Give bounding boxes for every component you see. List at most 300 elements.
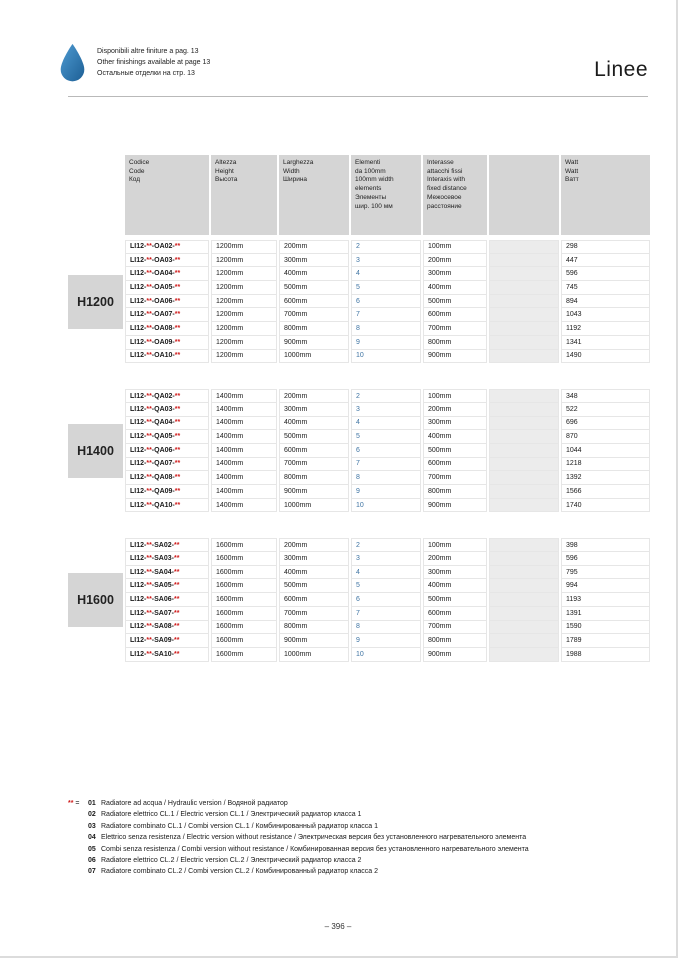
header-empty-cell: [68, 155, 123, 235]
code-text: LI12-: [130, 297, 147, 305]
code-star: **: [173, 595, 180, 603]
cell-width: 800mm: [279, 322, 349, 336]
cell-height: 1200mm: [211, 295, 277, 309]
cell-elements: 7: [351, 458, 421, 472]
code-text: -SA10-: [151, 650, 174, 658]
cell-watt: 1490: [561, 350, 650, 364]
group-label: H1200: [68, 275, 123, 329]
code-star: **: [174, 338, 181, 346]
code-text: LI12-: [130, 554, 147, 562]
cell-elements: 4: [351, 566, 421, 580]
version-footnotes: [68, 798, 628, 878]
cell-elements: 2: [351, 389, 421, 403]
cell-elements: 5: [351, 281, 421, 295]
header-line: расстояние: [427, 202, 462, 210]
code-star: **: [146, 256, 152, 264]
cell-height: 1400mm: [211, 499, 277, 513]
table-group-h1600: [68, 538, 650, 661]
footnote-line: [68, 821, 628, 832]
code-text: -SA07-: [151, 609, 174, 617]
code-star: **: [146, 446, 152, 454]
cell-watt: 696: [561, 417, 650, 431]
code-text: -SA04-: [151, 568, 174, 576]
cell-elements: 9: [351, 634, 421, 648]
cell-height: 1200mm: [211, 336, 277, 350]
code-star: **: [174, 446, 181, 454]
header-line: Код: [129, 176, 141, 184]
cell-spacer: [489, 350, 559, 364]
cell-width: 300mm: [279, 254, 349, 268]
cell-height: 1200mm: [211, 350, 277, 364]
code-star: **: [173, 554, 180, 562]
footnote-number: 03: [88, 822, 96, 830]
group-label-cell: [68, 538, 123, 661]
cell-interaxis: 100mm: [423, 389, 487, 403]
cell-interaxis: 700mm: [423, 471, 487, 485]
cell-code: [125, 471, 209, 485]
cell-interaxis: 600mm: [423, 607, 487, 621]
footnote-line: [68, 809, 628, 820]
code-star: **: [146, 501, 152, 509]
cell-height: 1600mm: [211, 538, 277, 552]
col-header-spacer: [489, 155, 559, 235]
cell-watt: 894: [561, 295, 650, 309]
cell-width: 900mm: [279, 485, 349, 499]
code-star: **: [146, 297, 152, 305]
cell-width: 500mm: [279, 579, 349, 593]
cell-width: 400mm: [279, 417, 349, 431]
code-text: -OA10-: [151, 352, 175, 360]
header-line: 100mm width: [355, 176, 394, 184]
cell-spacer: [489, 389, 559, 403]
page-number: – 396 –: [324, 922, 352, 931]
note-line-ru: Остальные отделки на стр. 13: [97, 70, 195, 77]
cell-interaxis: 400mm: [423, 579, 487, 593]
code-star: **: [173, 623, 180, 631]
code-text: -SA08-: [151, 623, 174, 631]
cell-elements: 3: [351, 403, 421, 417]
cell-interaxis: 500mm: [423, 295, 487, 309]
cell-width: 900mm: [279, 336, 349, 350]
code-star: **: [146, 637, 152, 645]
group-label: H1400: [68, 424, 123, 478]
header-line: Interaxis with: [427, 176, 465, 184]
footnote-prefix: [68, 798, 88, 809]
cell-interaxis: 900mm: [423, 648, 487, 662]
cell-height: 1600mm: [211, 566, 277, 580]
footnote-text: Radiatore combinato CL.2 / Combi version CL.2 / Комбинированный радиатор класса 2: [101, 868, 379, 876]
cell-watt: 1988: [561, 648, 650, 662]
cell-code: [125, 403, 209, 417]
header-line: fixed distance: [427, 185, 467, 193]
code-text: -QA04-: [151, 419, 175, 427]
cell-spacer: [489, 430, 559, 444]
cell-spacer: [489, 458, 559, 472]
finishings-note: [97, 46, 210, 79]
header-line: Watt: [565, 159, 579, 166]
cell-spacer: [489, 471, 559, 485]
cell-spacer: [489, 444, 559, 458]
footnote-text: Radiatore elettrico CL.1 / Electric version CL.1 / Электрический радиатор класса 1: [101, 811, 362, 819]
code-text: LI12-: [130, 256, 147, 264]
cell-elements: 6: [351, 295, 421, 309]
code-text: LI12-: [130, 419, 147, 427]
code-text: -OA05-: [151, 283, 175, 291]
code-star: **: [174, 297, 181, 305]
cell-elements: 6: [351, 444, 421, 458]
product-title: Linee: [594, 58, 648, 81]
code-star: **: [174, 460, 181, 468]
cell-watt: 1392: [561, 471, 650, 485]
code-text: -SA05-: [151, 582, 174, 590]
code-star: **: [146, 554, 152, 562]
cell-width: 400mm: [279, 267, 349, 281]
code-text: LI12-: [130, 568, 147, 576]
cell-watt: 298: [561, 240, 650, 254]
header-line: Высота: [215, 176, 238, 184]
code-text: LI12-: [130, 433, 147, 441]
footnote-number: 05: [88, 845, 96, 853]
code-star: **: [146, 582, 152, 590]
cell-interaxis: 300mm: [423, 267, 487, 281]
code-text: -QA08-: [151, 474, 175, 482]
code-star: **: [146, 487, 152, 495]
code-star: **: [174, 352, 181, 360]
code-text: LI12-: [130, 338, 147, 346]
cell-height: 1600mm: [211, 593, 277, 607]
header-line: attacchi fissi: [427, 167, 463, 175]
cell-height: 1200mm: [211, 281, 277, 295]
code-star: **: [174, 256, 181, 264]
header-line: da 100mm: [355, 167, 386, 175]
table-body: [68, 240, 650, 662]
code-star: **: [174, 243, 181, 251]
header-line: elements: [355, 185, 382, 193]
cell-spacer: [489, 566, 559, 580]
cell-elements: 2: [351, 538, 421, 552]
cell-elements: 6: [351, 593, 421, 607]
header-line: Ширина: [283, 176, 308, 184]
cell-watt: 870: [561, 430, 650, 444]
cell-width: 500mm: [279, 430, 349, 444]
cell-interaxis: 200mm: [423, 552, 487, 566]
cell-code: [125, 634, 209, 648]
cell-height: 1600mm: [211, 552, 277, 566]
cell-height: 1200mm: [211, 254, 277, 268]
code-text: LI12-: [130, 446, 147, 454]
cell-code: [125, 566, 209, 580]
code-star: **: [146, 338, 152, 346]
footnote-text: Combi senza resistenza / Combi version without resistance / Комбинированная версия без установленного нагревательного элемента: [101, 845, 529, 853]
cell-watt: 398: [561, 538, 650, 552]
col-header-watt: [561, 155, 650, 235]
cell-spacer: [489, 322, 559, 336]
code-text: LI12-: [130, 324, 147, 332]
cell-width: 600mm: [279, 593, 349, 607]
cell-width: 1000mm: [279, 499, 349, 513]
cell-elements: 4: [351, 267, 421, 281]
header-line: Ватт: [565, 176, 579, 184]
cell-code: [125, 579, 209, 593]
col-header-height: [211, 155, 277, 235]
code-text: LI12-: [130, 243, 147, 251]
cell-code: [125, 336, 209, 350]
code-star: **: [174, 270, 181, 278]
code-star: **: [173, 637, 180, 645]
cell-code: [125, 593, 209, 607]
header-line: Watt: [565, 167, 579, 175]
cell-spacer: [489, 267, 559, 281]
cell-spacer: [489, 295, 559, 309]
code-text: -OA06-: [151, 297, 175, 305]
code-text: LI12-: [130, 609, 147, 617]
code-text: LI12-: [130, 582, 147, 590]
cell-interaxis: 700mm: [423, 322, 487, 336]
code-star: **: [146, 541, 152, 549]
cell-spacer: [489, 648, 559, 662]
footnote-number: 04: [88, 834, 96, 842]
cell-interaxis: 300mm: [423, 566, 487, 580]
cell-code: [125, 485, 209, 499]
cell-height: 1200mm: [211, 267, 277, 281]
code-text: LI12-: [130, 460, 147, 468]
code-text: LI12-: [130, 311, 147, 319]
product-table: [68, 155, 650, 688]
cell-height: 1600mm: [211, 621, 277, 635]
cell-spacer: [489, 485, 559, 499]
code-star: **: [174, 392, 181, 400]
code-text: LI12-: [130, 474, 147, 482]
code-text: LI12-: [130, 637, 147, 645]
code-text: -QA09-: [151, 487, 175, 495]
code-text: -QA03-: [151, 405, 175, 413]
code-text: -OA07-: [151, 311, 175, 319]
cell-watt: 447: [561, 254, 650, 268]
cell-watt: 1043: [561, 308, 650, 322]
cell-watt: 596: [561, 552, 650, 566]
cell-code: [125, 417, 209, 431]
col-header-code: [125, 155, 209, 235]
code-star: **: [146, 568, 152, 576]
cell-height: 1600mm: [211, 579, 277, 593]
cell-watt: 1391: [561, 607, 650, 621]
header-line: Межосевое: [427, 193, 462, 201]
cell-width: 400mm: [279, 566, 349, 580]
cell-height: 1400mm: [211, 430, 277, 444]
cell-spacer: [489, 281, 559, 295]
cell-spacer: [489, 607, 559, 621]
group-label-cell: [68, 389, 123, 512]
footnote-text: Elettrico senza resistenza / Electric version without resistance / Электрическая версия без установленного нагревательного элемента: [101, 834, 527, 842]
code-text: LI12-: [130, 352, 147, 360]
code-text: LI12-: [130, 392, 147, 400]
cell-code: [125, 281, 209, 295]
code-star: **: [146, 324, 152, 332]
cell-interaxis: 100mm: [423, 538, 487, 552]
cell-watt: 994: [561, 579, 650, 593]
cell-width: 1000mm: [279, 648, 349, 662]
code-star: **: [146, 419, 152, 427]
cell-code: [125, 295, 209, 309]
cell-code: [125, 389, 209, 403]
cell-width: 500mm: [279, 281, 349, 295]
cell-interaxis: 800mm: [423, 336, 487, 350]
header-line: Altezza: [215, 159, 237, 166]
cell-spacer: [489, 621, 559, 635]
cell-width: 600mm: [279, 444, 349, 458]
cell-width: 200mm: [279, 389, 349, 403]
header-line: Code: [129, 167, 145, 175]
table-group-h1200: [68, 240, 650, 363]
code-text: LI12-: [130, 487, 147, 495]
cell-elements: 8: [351, 322, 421, 336]
code-text: LI12-: [130, 283, 147, 291]
code-text: -QA05-: [151, 433, 175, 441]
cell-code: [125, 499, 209, 513]
cell-interaxis: 200mm: [423, 254, 487, 268]
cell-code: [125, 322, 209, 336]
cell-code: [125, 458, 209, 472]
code-text: -SA02-: [151, 541, 174, 549]
footnote-line: [68, 844, 628, 855]
cell-spacer: [489, 308, 559, 322]
code-text: -OA03-: [151, 256, 175, 264]
cell-spacer: [489, 403, 559, 417]
footnote-equals: =: [73, 800, 80, 807]
footnote-line: [68, 866, 628, 877]
code-star: **: [174, 474, 181, 482]
cell-elements: 5: [351, 579, 421, 593]
code-star: **: [146, 433, 152, 441]
cell-watt: 1192: [561, 322, 650, 336]
cell-code: [125, 621, 209, 635]
code-star: **: [173, 582, 180, 590]
cell-width: 800mm: [279, 471, 349, 485]
code-text: -QA07-: [151, 460, 175, 468]
cell-width: 900mm: [279, 634, 349, 648]
cell-interaxis: 600mm: [423, 308, 487, 322]
table-header-row: [68, 155, 650, 235]
cell-width: 1000mm: [279, 350, 349, 364]
cell-interaxis: 300mm: [423, 417, 487, 431]
code-star: **: [146, 311, 152, 319]
cell-elements: 7: [351, 607, 421, 621]
header-line: Codice: [129, 159, 150, 166]
code-text: -OA08-: [151, 324, 175, 332]
cell-height: 1400mm: [211, 444, 277, 458]
code-star: **: [146, 474, 152, 482]
cell-width: 200mm: [279, 240, 349, 254]
cell-watt: 745: [561, 281, 650, 295]
cell-spacer: [489, 552, 559, 566]
cell-spacer: [489, 593, 559, 607]
cell-width: 700mm: [279, 458, 349, 472]
cell-interaxis: 900mm: [423, 499, 487, 513]
footnote-number: 02: [88, 811, 96, 819]
cell-watt: 1193: [561, 593, 650, 607]
cell-elements: 9: [351, 485, 421, 499]
code-star: **: [146, 405, 152, 413]
cell-elements: 10: [351, 499, 421, 513]
cell-watt: 1740: [561, 499, 650, 513]
cell-watt: 1218: [561, 458, 650, 472]
cell-height: 1400mm: [211, 471, 277, 485]
cell-width: 800mm: [279, 621, 349, 635]
cell-interaxis: 400mm: [423, 281, 487, 295]
footnote-line: [68, 855, 628, 866]
cell-watt: 795: [561, 566, 650, 580]
cell-elements: 3: [351, 254, 421, 268]
code-text: -OA04-: [151, 270, 175, 278]
header-line: Elementi: [355, 159, 381, 166]
cell-height: 1200mm: [211, 322, 277, 336]
cell-code: [125, 607, 209, 621]
footnote-text: Radiatore ad acqua / Hydraulic version / Водяной радиатор: [101, 800, 288, 807]
cell-watt: 596: [561, 267, 650, 281]
cell-spacer: [489, 417, 559, 431]
cell-interaxis: 600mm: [423, 458, 487, 472]
cell-width: 300mm: [279, 403, 349, 417]
cell-interaxis: 200mm: [423, 403, 487, 417]
cell-elements: 8: [351, 621, 421, 635]
code-text: LI12-: [130, 501, 147, 509]
cell-width: 700mm: [279, 607, 349, 621]
code-text: -SA09-: [151, 637, 174, 645]
cell-spacer: [489, 579, 559, 593]
cell-watt: 348: [561, 389, 650, 403]
cell-height: 1400mm: [211, 389, 277, 403]
cell-code: [125, 267, 209, 281]
cell-height: 1400mm: [211, 485, 277, 499]
cell-height: 1600mm: [211, 648, 277, 662]
cell-height: 1200mm: [211, 240, 277, 254]
cell-spacer: [489, 538, 559, 552]
header-line: Interasse: [427, 159, 454, 166]
cell-code: [125, 350, 209, 364]
code-star: **: [146, 623, 152, 631]
cell-code: [125, 308, 209, 322]
header-line: Width: [283, 167, 300, 175]
code-star: **: [173, 541, 180, 549]
code-star: **: [174, 487, 181, 495]
header-line: Height: [215, 167, 234, 175]
code-star: **: [174, 283, 181, 291]
code-text: -QA06-: [151, 446, 175, 454]
header-line: Элементы: [355, 193, 387, 201]
code-star: **: [174, 324, 181, 332]
note-line-en: Other finishings available at page 13: [97, 59, 211, 66]
cell-elements: 9: [351, 336, 421, 350]
cell-width: 600mm: [279, 295, 349, 309]
code-text: LI12-: [130, 405, 147, 413]
cell-watt: 1341: [561, 336, 650, 350]
cell-interaxis: 800mm: [423, 634, 487, 648]
cell-elements: 5: [351, 430, 421, 444]
cell-watt: 1590: [561, 621, 650, 635]
code-star: **: [146, 243, 152, 251]
cell-width: 700mm: [279, 308, 349, 322]
col-header-width: [279, 155, 349, 235]
code-text: LI12-: [130, 595, 147, 603]
code-text: LI12-: [130, 623, 147, 631]
cell-spacer: [489, 336, 559, 350]
code-star: **: [146, 609, 152, 617]
header-line: шир. 100 мм: [355, 202, 393, 210]
code-star: **: [146, 650, 152, 658]
header-divider: [68, 96, 648, 97]
cell-interaxis: 700mm: [423, 621, 487, 635]
code-star: **: [146, 270, 152, 278]
